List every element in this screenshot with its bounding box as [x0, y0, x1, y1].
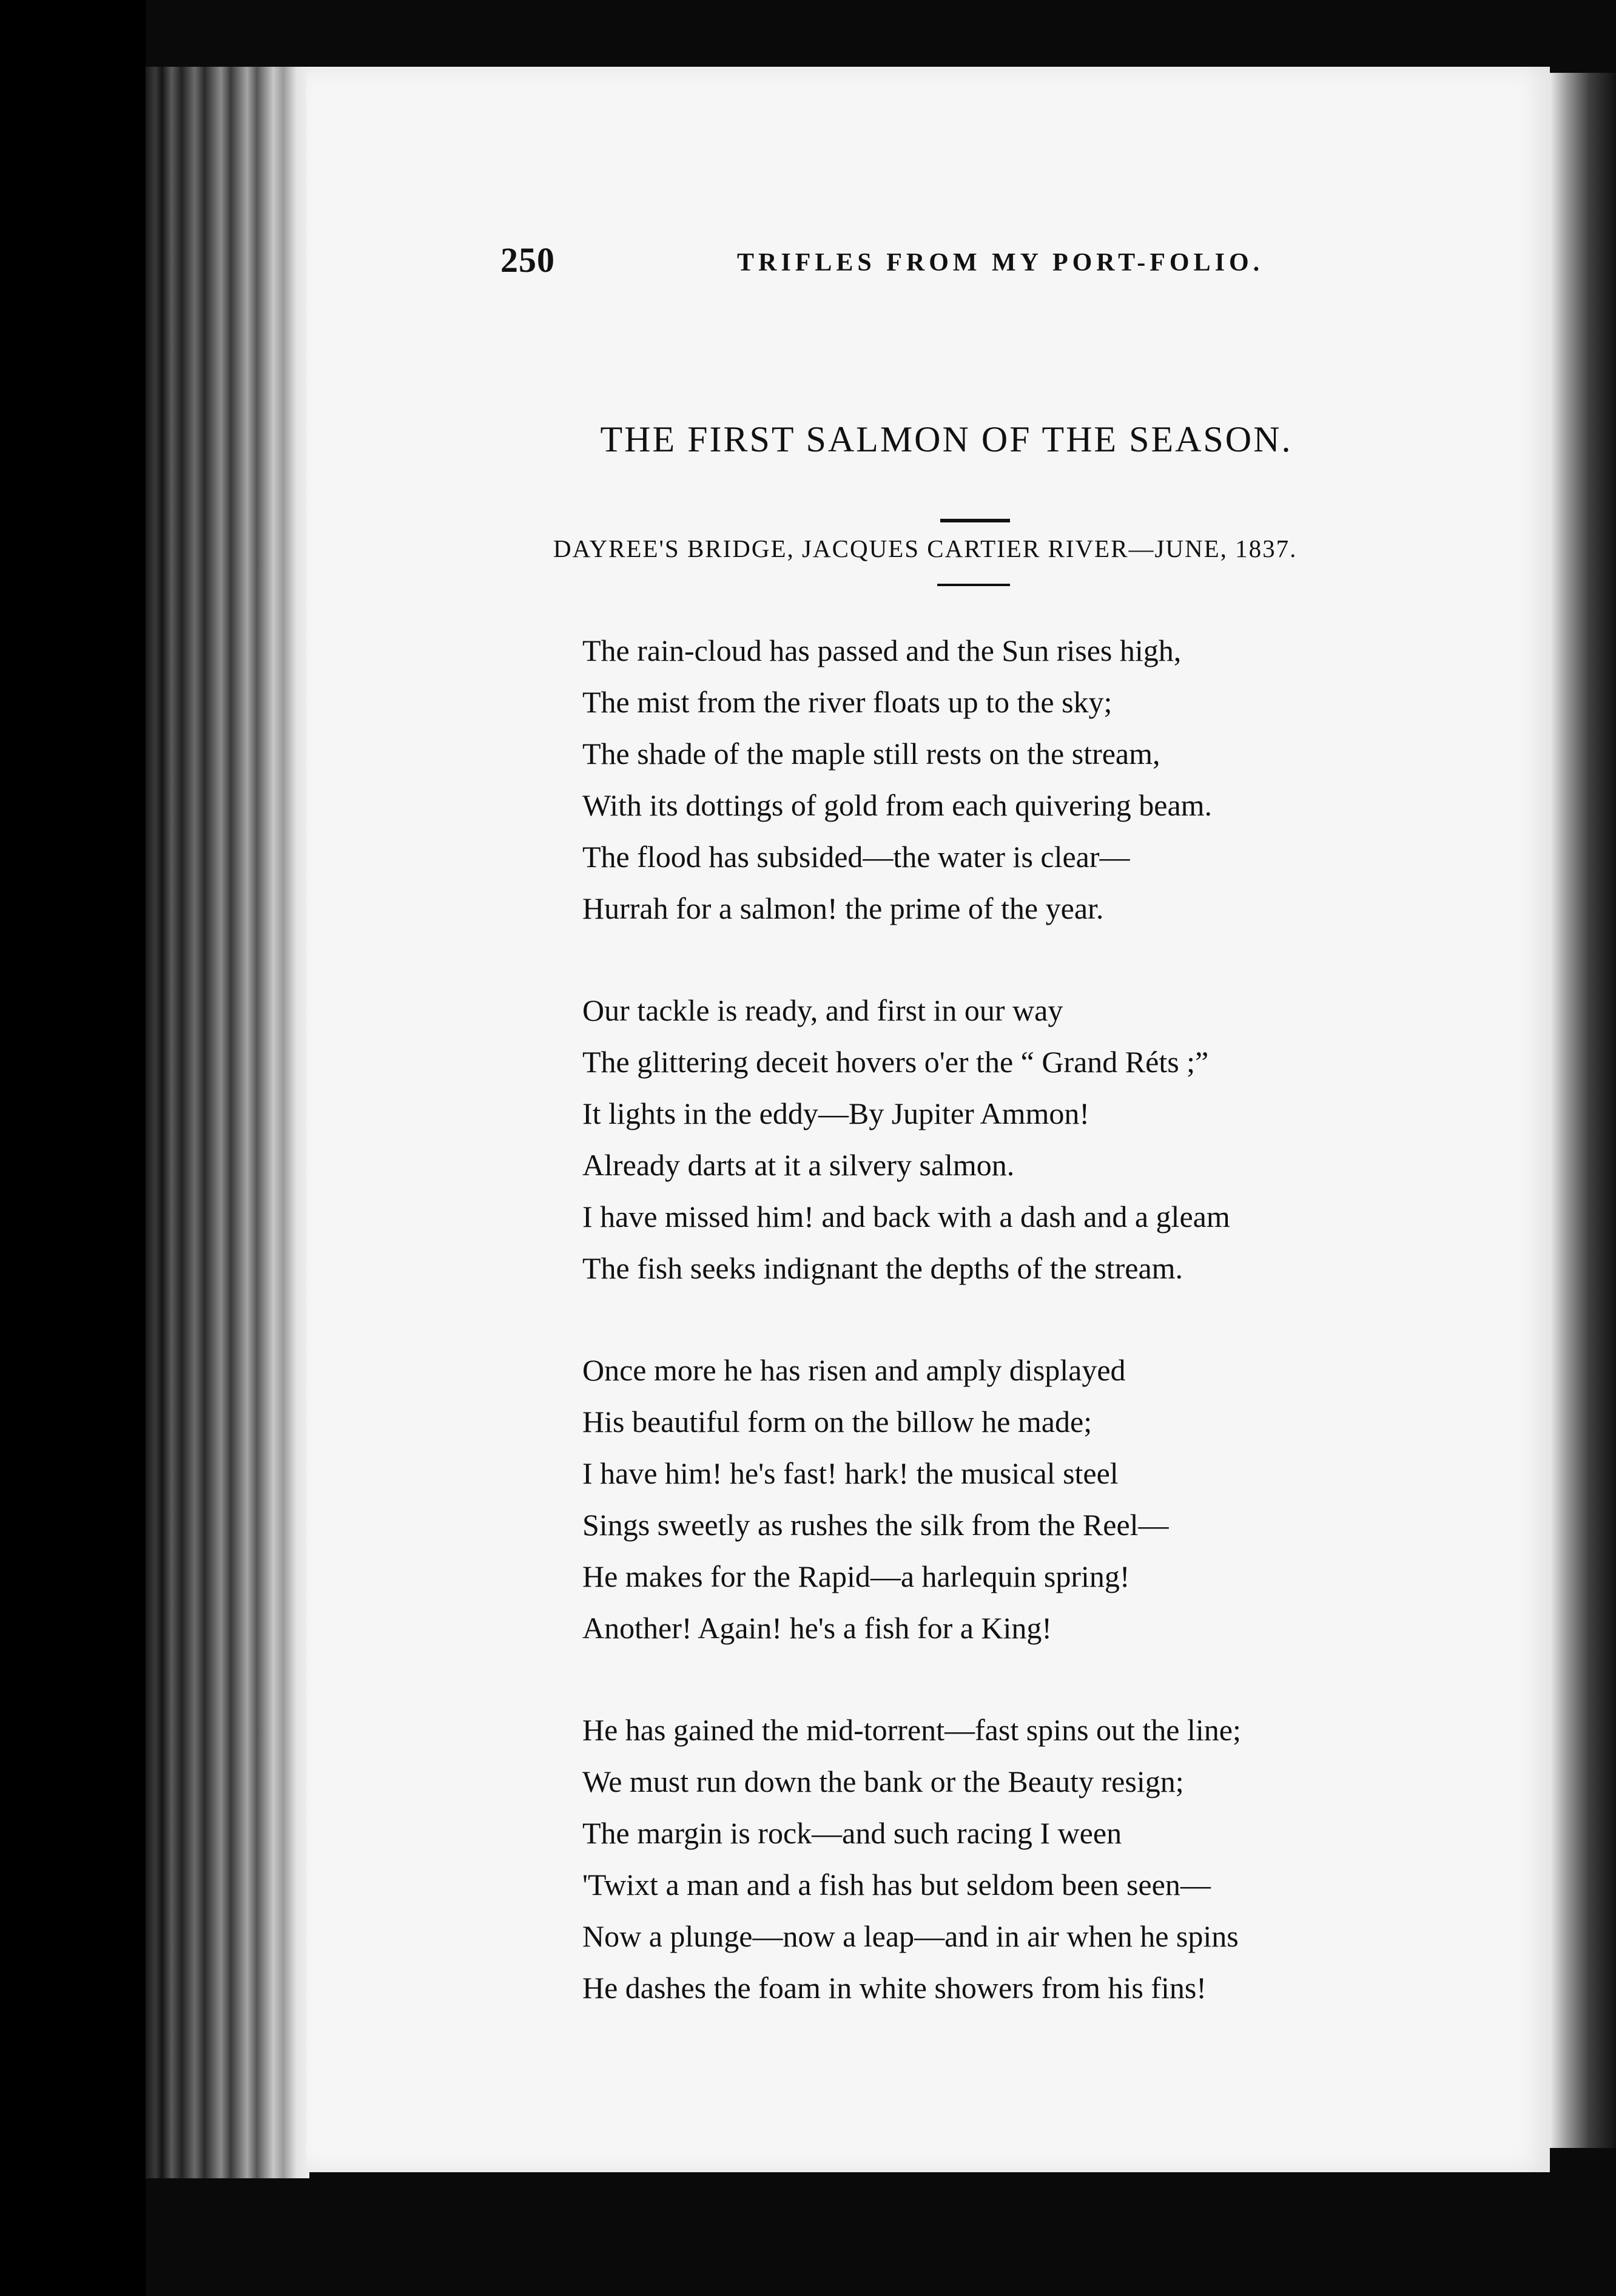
poem-line: The fish seeks indignant the depths of the stream. [582, 1251, 1183, 1285]
title-rule [940, 519, 1010, 522]
poem-line: 'Twixt a man and a fish has but seldom been seen— [582, 1868, 1211, 1902]
poem-line: The rain-cloud has passed and the Sun rises high, [582, 633, 1182, 667]
poem-line: We must run down the bank or the Beauty resign; [582, 1764, 1184, 1798]
poem-line: I have missed him! and back with a dash and a gleam [582, 1200, 1230, 1234]
poem-title: THE FIRST SALMON OF THE SEASON. [600, 419, 1293, 459]
poem-line: It lights in the eddy—By Jupiter Ammon! [582, 1096, 1090, 1130]
gutter-shadow [1550, 73, 1616, 2148]
book-binding [0, 0, 146, 2296]
poem-line: He has gained the mid-torrent—fast spins out the line; [582, 1713, 1241, 1747]
stanza [582, 985, 1432, 1294]
poem-line: He dashes the foam in white showers from his fins! [582, 1971, 1207, 2005]
poem-body [582, 625, 1432, 2064]
running-head: TRIFLES FROM MY PORT-FOLIO. [737, 249, 1264, 277]
poem-line: Now a plunge—now a leap—and in air when he spins [582, 1919, 1239, 1953]
poem-subtitle: DAYREE'S BRIDGE, JACQUES CARTIER RIVER—JUNE, 1837. [553, 535, 1298, 562]
subtitle-rule [937, 584, 1010, 586]
page-number: 250 [500, 240, 555, 280]
poem-line: Sings sweetly as rushes the silk from the Reel— [582, 1508, 1169, 1542]
poem-line: The glittering deceit hovers o'er the “ Grand Réts ;” [582, 1045, 1209, 1079]
poem-line: His beautiful form on the billow he made; [582, 1405, 1092, 1439]
poem-line: The flood has subsided—the water is clear— [582, 840, 1130, 874]
poem-line: Our tackle is ready, and first in our way [582, 993, 1063, 1027]
poem-line: Once more he has risen and amply displayed [582, 1353, 1126, 1387]
poem-line: Already darts at it a silvery salmon. [582, 1148, 1015, 1182]
page-header [500, 240, 1264, 282]
poem-line: Another! Again! he's a fish for a King! [582, 1611, 1052, 1645]
poem-line: The mist from the river floats up to the sky; [582, 685, 1113, 719]
poem-line: The shade of the maple still rests on the stream, [582, 737, 1160, 771]
page-edges [146, 67, 309, 2178]
stanza [582, 1704, 1432, 2014]
stanza [582, 625, 1432, 934]
poem-line: The margin is rock—and such racing I ween [582, 1816, 1122, 1850]
poem-line: Hurrah for a salmon! the prime of the year. [582, 891, 1104, 925]
poem-line: He makes for the Rapid—a harlequin spring! [582, 1559, 1130, 1593]
stanza [582, 1345, 1432, 1654]
poem-line: With its dottings of gold from each quivering beam. [582, 788, 1213, 822]
poem-line: I have him! he's fast! hark! the musical steel [582, 1456, 1119, 1490]
